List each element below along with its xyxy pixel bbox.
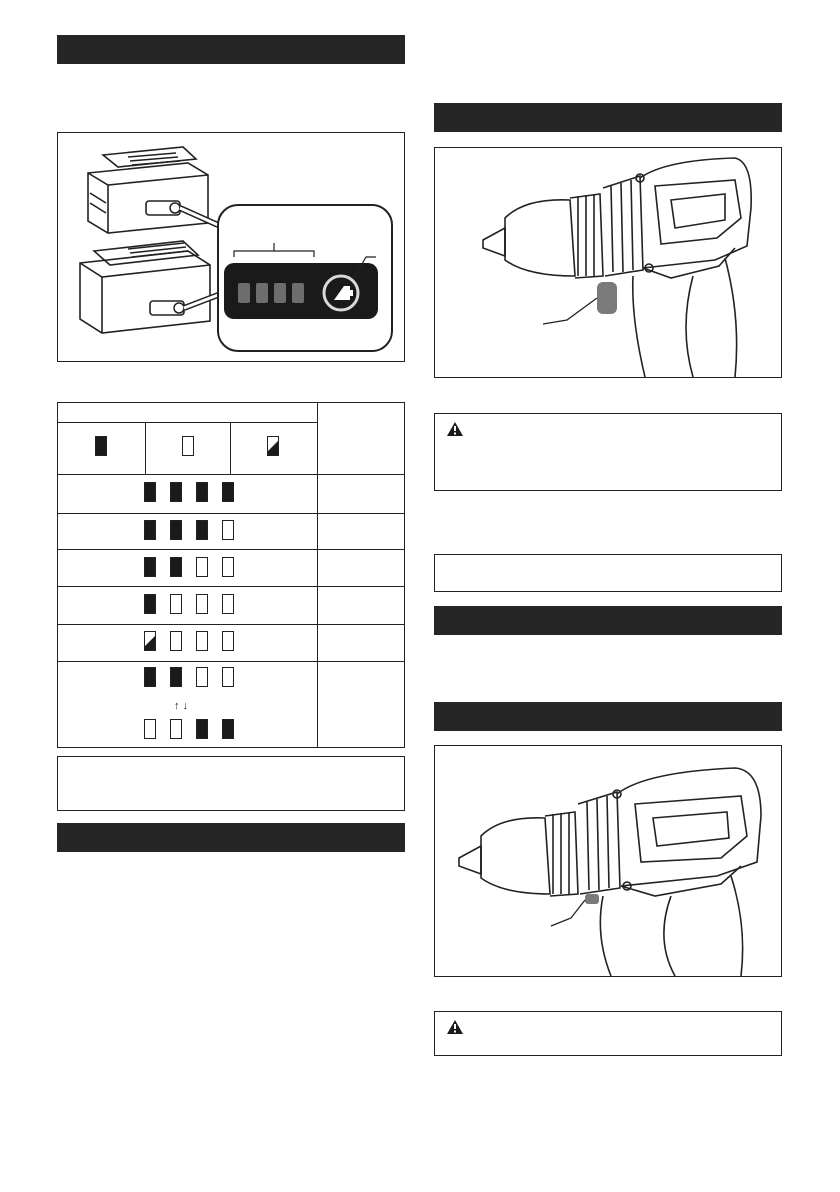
blinking-icon xyxy=(267,436,279,456)
indicator-segment xyxy=(222,719,234,739)
indicator-segment xyxy=(170,631,182,651)
indicator-segment xyxy=(196,594,208,614)
indicator-segment xyxy=(196,557,208,577)
section-heading-bar xyxy=(57,823,405,852)
warning-box xyxy=(434,1011,782,1056)
alternate-arrows: ↑ ↓ xyxy=(174,700,189,712)
indicator-segment xyxy=(222,520,234,540)
indicator-segment xyxy=(170,667,182,687)
indicator-segment xyxy=(170,482,182,502)
indicator-segment xyxy=(222,631,234,651)
indicator-segment xyxy=(170,557,182,577)
indicator-segment xyxy=(196,667,208,687)
warning-triangle-icon xyxy=(446,1019,464,1035)
warning-triangle-icon xyxy=(446,421,464,437)
battery-illustration xyxy=(58,133,404,361)
section-heading-bar xyxy=(57,35,405,64)
section-heading-bar xyxy=(434,606,782,635)
off-icon xyxy=(182,436,194,456)
indicator-segment xyxy=(144,631,156,651)
lit-icon xyxy=(95,436,107,456)
note-box xyxy=(57,756,405,811)
warning-box xyxy=(434,413,782,491)
indicator-segment xyxy=(222,482,234,502)
battery-indicator-figure xyxy=(57,132,405,362)
section-heading-bar xyxy=(434,702,782,731)
drill-figure-switch xyxy=(434,745,782,977)
drill-illustration xyxy=(435,148,781,377)
indicator-segment xyxy=(222,594,234,614)
drill-illustration xyxy=(435,746,781,976)
indicator-table xyxy=(57,402,405,748)
indicator-segment xyxy=(144,667,156,687)
indicator-segment xyxy=(144,520,156,540)
section-heading-bar xyxy=(434,103,782,132)
indicator-segment xyxy=(222,557,234,577)
indicator-segment xyxy=(170,594,182,614)
indicator-segment xyxy=(144,594,156,614)
drill-figure-lamp xyxy=(434,147,782,378)
indicator-segment xyxy=(144,719,156,739)
indicator-segment xyxy=(222,667,234,687)
note-box xyxy=(434,554,782,592)
indicator-segment xyxy=(144,482,156,502)
indicator-segment xyxy=(144,557,156,577)
indicator-segment xyxy=(170,719,182,739)
indicator-segment xyxy=(170,520,182,540)
indicator-segment xyxy=(196,482,208,502)
indicator-segment xyxy=(196,631,208,651)
indicator-segment xyxy=(196,520,208,540)
indicator-segment xyxy=(196,719,208,739)
